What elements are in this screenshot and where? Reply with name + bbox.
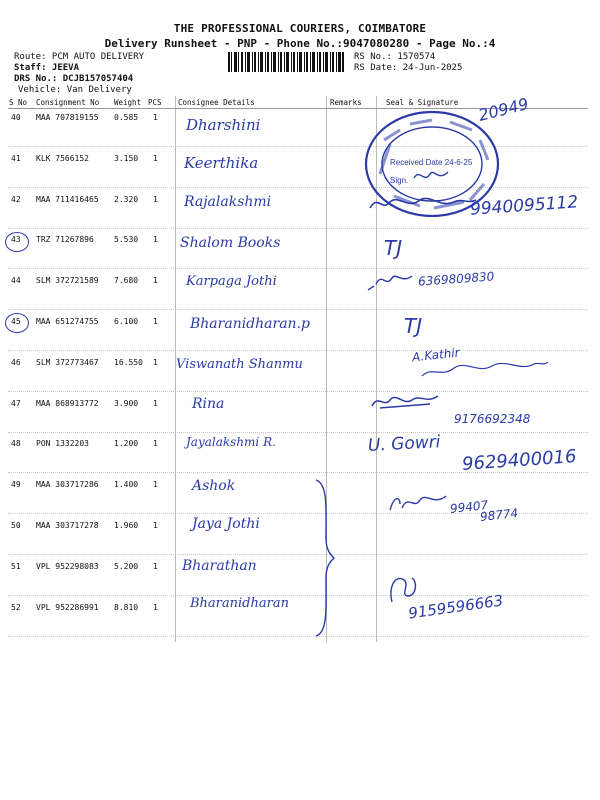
row-separator: [8, 228, 588, 229]
cell-sno: 43: [11, 235, 21, 244]
cell-weight: 1.400: [114, 480, 139, 489]
col-header-sno: S No: [9, 98, 28, 107]
cell-consignment-no: MAA 303717278: [36, 521, 99, 530]
hw-consignee-44: Karpaga Jothi: [186, 274, 277, 289]
cell-consignment-no: VPL 952286991: [36, 603, 99, 612]
cell-pcs: 1: [153, 562, 158, 571]
row-separator: [8, 268, 588, 269]
hw-consignee-47: Rina: [192, 396, 225, 412]
cell-weight: 3.900: [114, 399, 139, 408]
group-brace: [312, 478, 336, 638]
stamp-received-date: Received Date 24-6-25: [390, 158, 473, 167]
cell-pcs: 1: [153, 276, 158, 285]
cell-pcs: 1: [153, 399, 158, 408]
cell-weight: 0.585: [114, 113, 139, 122]
cell-sno: 51: [11, 562, 21, 571]
hw-consignee-51: Bharathan: [182, 558, 257, 574]
vehicle-label: Vehicle: Van Delivery: [18, 85, 132, 95]
hw-name-46: A.Kathir: [411, 345, 461, 365]
cell-weight: 1.960: [114, 521, 139, 530]
col-header-consignment: Consignment No: [36, 98, 100, 107]
cell-sno: 49: [11, 480, 21, 489]
hw-consignee-52: Bharanidharan: [190, 596, 289, 611]
cell-pcs: 1: [153, 358, 158, 367]
signature-47: [370, 390, 442, 412]
hw-mark-45: TJ: [404, 314, 423, 338]
cell-weight: 1.200: [114, 439, 139, 448]
cell-weight: 6.100: [114, 317, 139, 326]
cell-sno: 46: [11, 358, 21, 367]
cell-consignment-no: MAA 707819155: [36, 113, 99, 122]
cell-pcs: 1: [153, 195, 158, 204]
cell-consignment-no: TRZ 71267896: [36, 235, 94, 244]
col-header-consignee: Consignee Details: [178, 98, 255, 107]
cell-sno: 52: [11, 603, 21, 612]
col-header-weight: Weight: [114, 98, 142, 107]
col-header-remarks: Remarks: [330, 98, 362, 107]
cell-pcs: 1: [153, 154, 158, 163]
signature-46: [420, 356, 550, 382]
hw-number-42: 9940095112: [469, 192, 579, 220]
cell-pcs: 1: [153, 603, 158, 612]
cell-sno: 50: [11, 521, 21, 530]
rs-number: RS No.: 1570574: [354, 52, 436, 62]
cell-weight: 3.150: [114, 154, 139, 163]
stamp-sign-label: Sign.: [390, 176, 409, 185]
cell-consignment-no: KLK 7566152: [36, 154, 89, 163]
row-separator: [8, 309, 588, 310]
cell-consignment-no: SLM 372773467: [36, 358, 99, 367]
cell-weight: 5.200: [114, 562, 139, 571]
signature-42: [368, 192, 478, 214]
hw-mark-43: TJ: [384, 236, 403, 260]
cell-weight: 7.680: [114, 276, 139, 285]
hw-consignee-48: Jayalakshmi R.: [186, 435, 276, 449]
route-label: Route: PCM AUTO DELIVERY: [14, 52, 145, 62]
col-header-seal: Seal & Signature: [386, 98, 459, 107]
runsheet-subtitle: Delivery Runsheet - PNP - Phone No.:9047080280 - Page No.:4: [104, 37, 496, 50]
rs-date: RS Date: 24-Jun-2025: [354, 63, 463, 73]
cell-sno: 45: [11, 317, 21, 326]
signature-49: [388, 490, 448, 516]
cell-sno: 47: [11, 399, 21, 408]
row-separator: [8, 350, 588, 351]
hw-number-48: 9629400016: [461, 446, 578, 475]
cell-sno: 41: [11, 154, 21, 163]
circle-mark-45: [5, 313, 29, 333]
hw-number-44: 6369809830: [417, 269, 495, 289]
cell-pcs: 1: [153, 439, 158, 448]
row-separator: [8, 554, 588, 555]
cell-sno: 42: [11, 195, 21, 204]
cell-pcs: 1: [153, 521, 158, 530]
cell-pcs: 1: [153, 317, 158, 326]
hw-number-52: 9159596663: [407, 591, 505, 623]
row-separator: [8, 391, 588, 392]
barcode: [228, 52, 344, 72]
cell-pcs: 1: [153, 235, 158, 244]
signature-41: [412, 166, 450, 186]
hw-consignee-45: Bharanidharan.p: [190, 316, 310, 332]
cell-pcs: 1: [153, 480, 158, 489]
cell-weight: 8.810: [114, 603, 139, 612]
hw-number-49b: 98774: [479, 506, 519, 524]
cell-pcs: 1: [153, 113, 158, 122]
cell-sno: 48: [11, 439, 21, 448]
hw-number-47: 9176692348: [454, 412, 531, 426]
cell-consignment-no: PON 1332203: [36, 439, 89, 448]
row-separator: [8, 636, 588, 637]
signature-44: [366, 270, 416, 294]
hw-consignee-49: Ashok: [192, 478, 236, 494]
cell-consignment-no: MAA 711416465: [36, 195, 99, 204]
hw-consignee-50: Jaya Jothi: [192, 516, 260, 532]
signature-52: [386, 572, 422, 606]
cell-consignment-no: MAA 303717286: [36, 480, 99, 489]
cell-consignment-no: MAA 868913772: [36, 399, 99, 408]
cell-consignment-no: VPL 952298083: [36, 562, 99, 571]
cell-sno: 40: [11, 113, 21, 122]
hw-consignee-42: Rajalakshmi: [184, 194, 272, 210]
cell-consignment-no: SLM 372721589: [36, 276, 99, 285]
cell-consignment-no: MAA 651274755: [36, 317, 99, 326]
hw-number-49a: 99407: [449, 498, 489, 516]
hw-number-40: 20949: [476, 94, 531, 125]
company-title: THE PROFESSIONAL COURIERS, COIMBATORE: [173, 22, 427, 35]
hw-consignee-43: Shalom Books: [180, 235, 281, 251]
cell-weight: 2.320: [114, 195, 139, 204]
hw-name-48: U. Gowri: [367, 432, 441, 456]
staff-label: Staff: JEEVA: [14, 63, 80, 73]
hw-consignee-46: Viswanath Shanmu: [176, 357, 303, 372]
col-header-pcs: PCS: [148, 98, 162, 107]
cell-weight: 5.530: [114, 235, 139, 244]
drs-number: DRS No.: DCJB157057404: [14, 74, 134, 84]
cell-sno: 44: [11, 276, 21, 285]
hw-consignee-41: Keerthika: [184, 154, 259, 172]
circle-mark-43: [5, 232, 29, 252]
hw-consignee-40: Dharshini: [186, 116, 261, 134]
cell-weight: 16.550: [114, 358, 143, 367]
